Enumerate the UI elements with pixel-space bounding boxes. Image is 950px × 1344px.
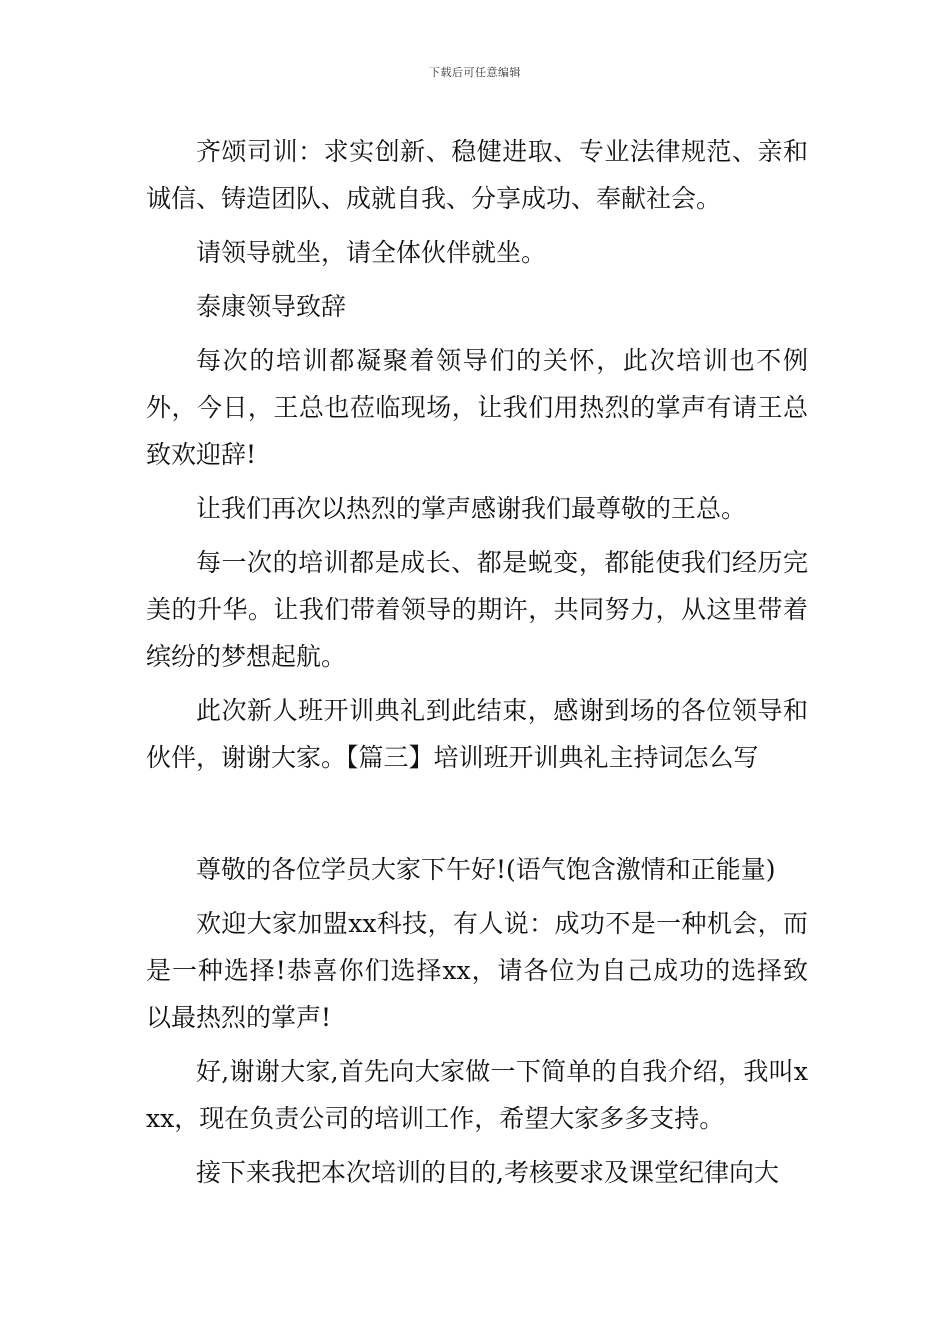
paragraph-thanks: 让我们再次以热烈的掌声感谢我们最尊敬的王总。: [196, 494, 747, 523]
paragraph-growth: 每一次的培训都是成长、都是蜕变，都能使我们经历完美的升华。让我们带着领导的期许，共同努力，从这里带着缤纷的梦想起航。: [146, 548, 808, 671]
page-header: 下载后可任意编辑: [429, 66, 521, 79]
document-body: [146, 128, 808, 1203]
paragraph-motto: 齐颂司训：求实创新、稳健进取、专业法律规范、亲和诚信、铸造团队、成就自我、分享成功、奉献社会。: [146, 137, 808, 213]
paragraph-greeting: 尊敬的各位学员大家下午好!(语气饱含激情和正能量): [196, 855, 776, 884]
paragraph-next-steps: 接下来我把本次培训的目的,考核要求及课堂纪律向大: [196, 1158, 779, 1187]
section-gap: [146, 788, 808, 846]
paragraph-seating: 请领导就坐，请全体伙伴就坐。: [196, 238, 547, 267]
paragraph-closing: 此次新人班开训典礼到此结束，感谢到场的各位领导和伙伴，谢谢大家。【篇三】培训班开训典礼主持词怎么写: [146, 696, 808, 772]
paragraph-leader-speech-heading: 泰康领导致辞: [196, 292, 347, 321]
paragraph-self-intro: 好,谢谢大家,首先向大家做一下简单的自我介绍，我叫xxx，现在负责公司的培训工作，希望大家多多支持。: [146, 1057, 808, 1133]
paragraph-welcome-invite: 每次的培训都凝聚着领导们的关怀，此次培训也不例外，今日，王总也莅临现场，让我们用热烈的掌声有请王总致欢迎辞!: [146, 346, 808, 469]
paragraph-welcome-join: 欢迎大家加盟xx科技，有人说：成功不是一种机会，而是一种选择!恭喜你们选择xx，请各位为自己成功的选择致以最热烈的掌声!: [146, 909, 808, 1032]
